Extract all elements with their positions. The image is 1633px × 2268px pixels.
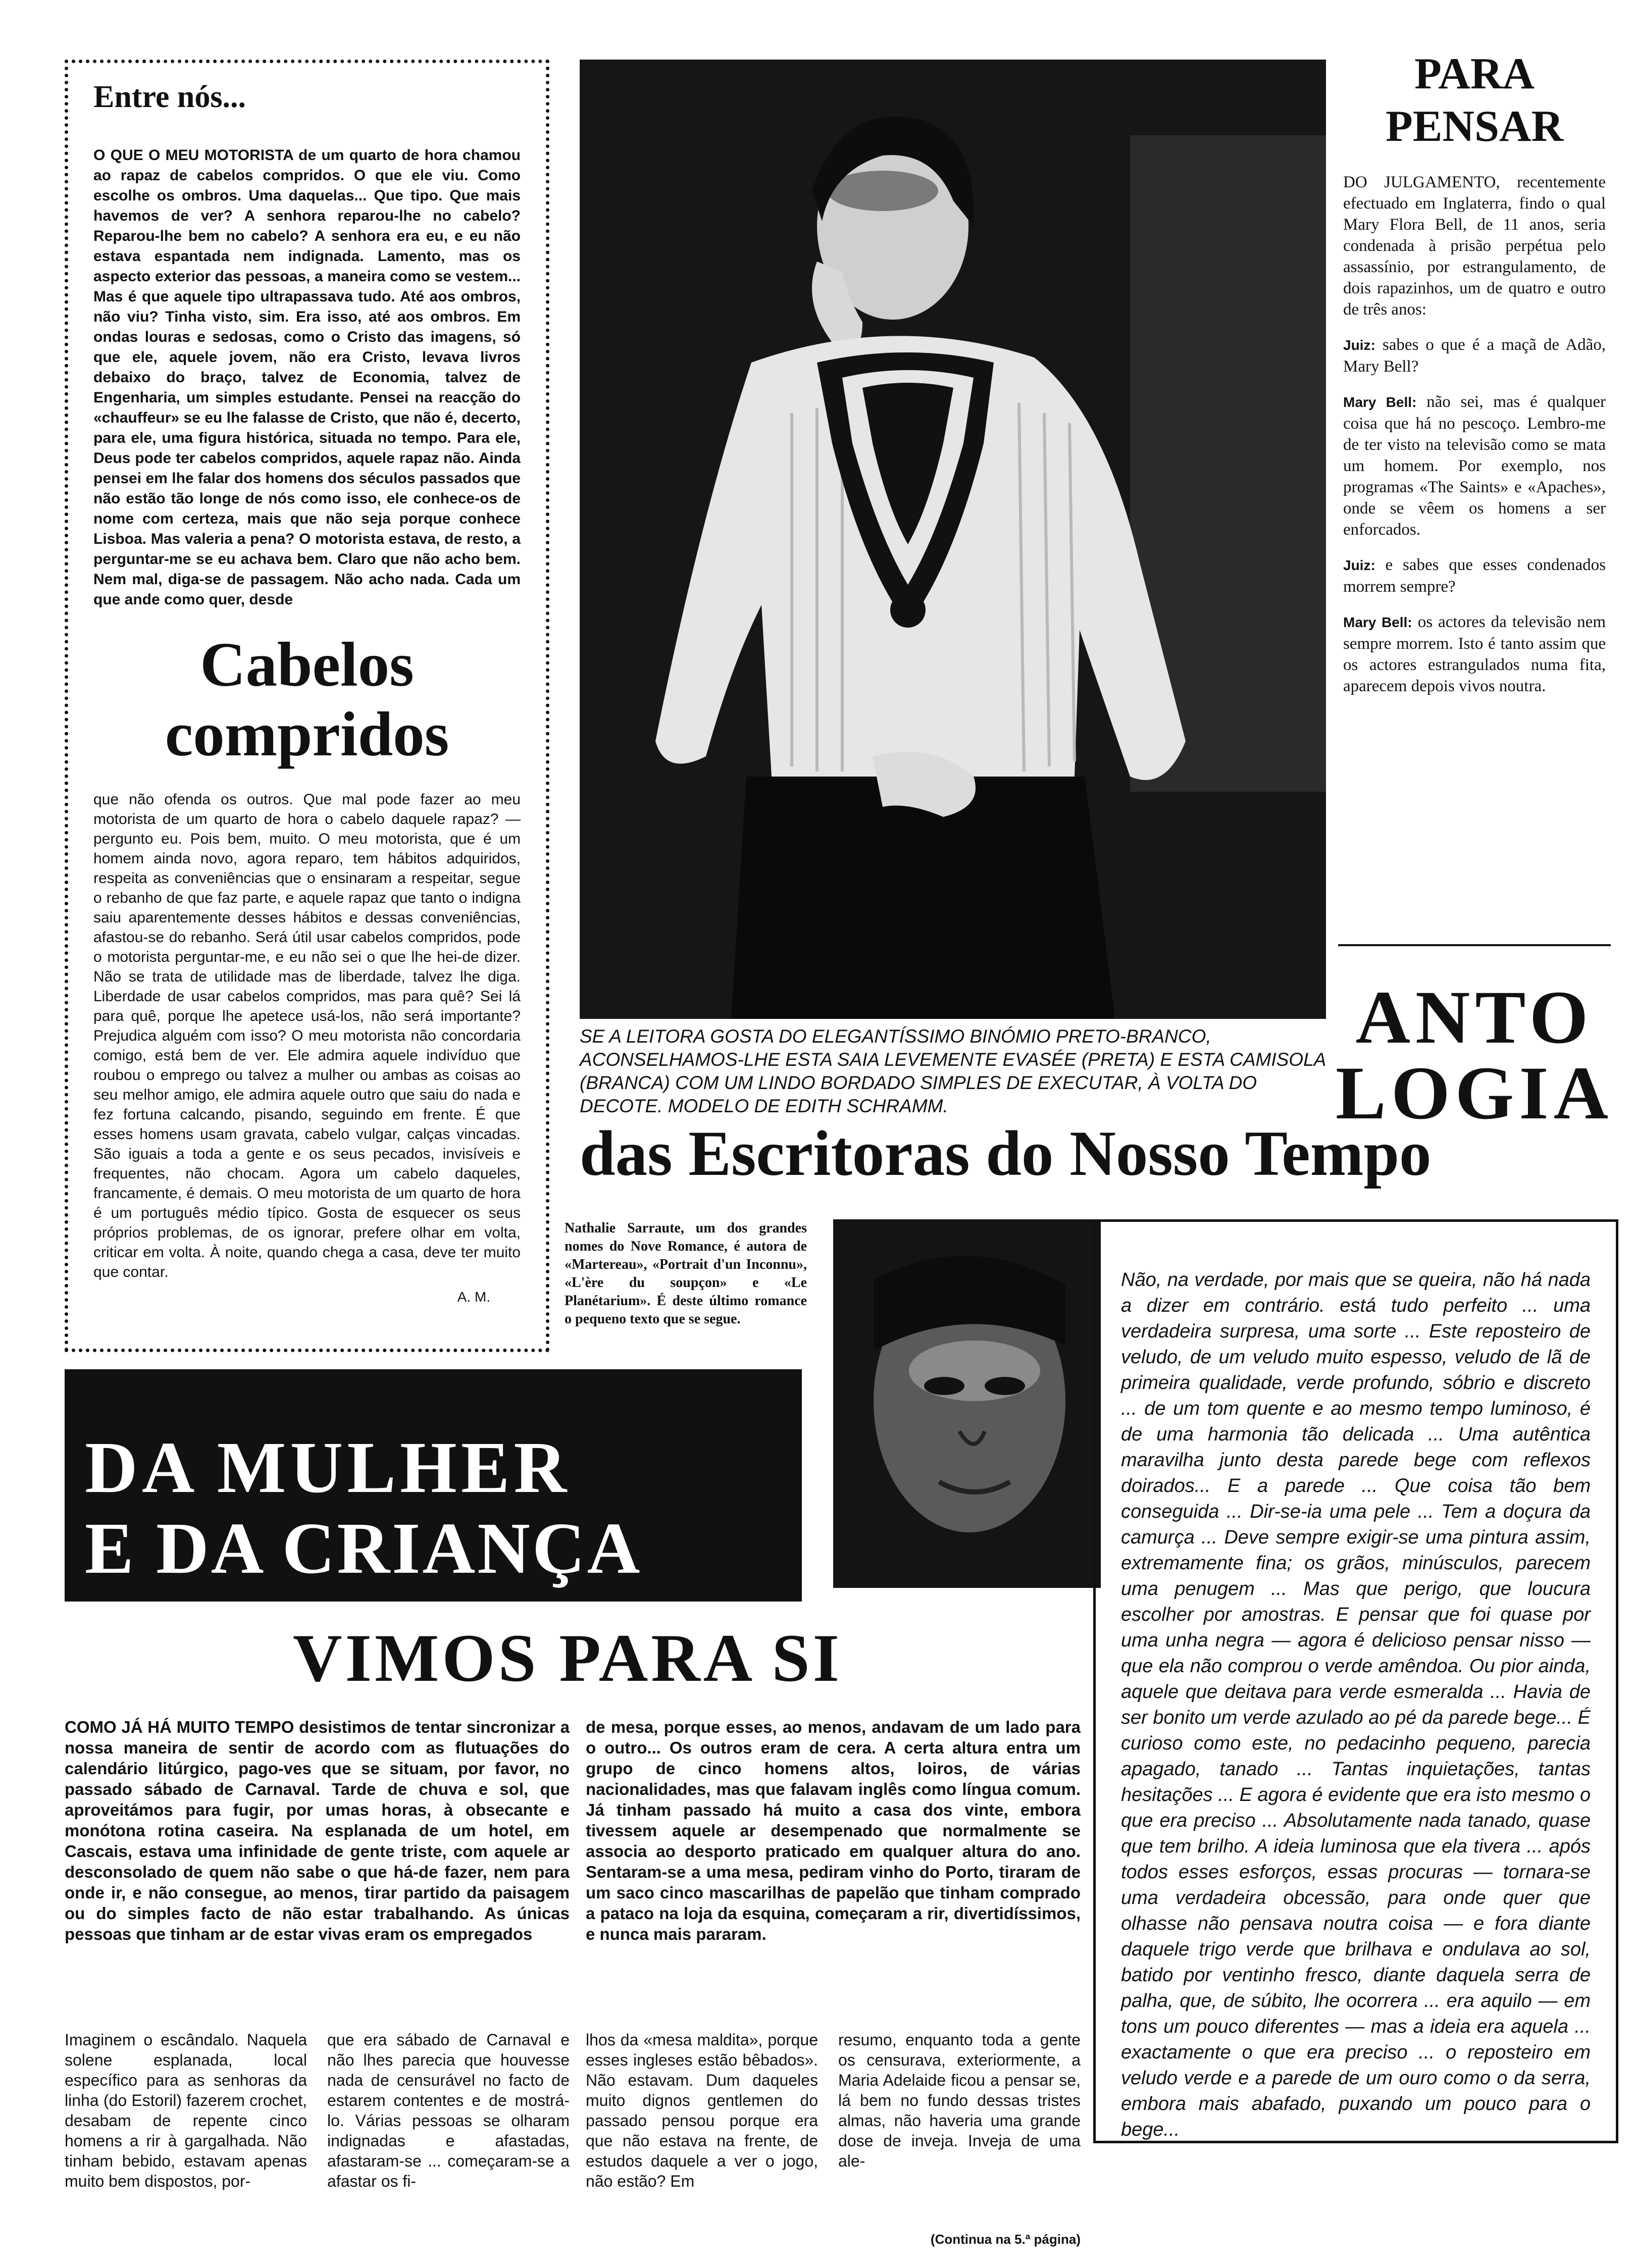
section-logo-banner xyxy=(65,1369,802,1602)
speaker-label: Juiz: xyxy=(1343,337,1375,353)
dialogue-text: os actores da televisão nem sempre morrem. Isto é tanto assim que os actores estrangulados numa fita, aparecem depois vivos noutra. xyxy=(1343,613,1606,695)
vimos-para-si-title: VIMOS PARA SI xyxy=(293,1621,843,1696)
fashion-photo-illustration xyxy=(580,60,1326,1019)
vimos-lower-column-3: lhos da «mesa maldita», porque esses ingleses estão bêbados». Não estavam. Dum daqueles muito dignos gentlemen do passado pensou porque era que não estava na frente, de estudos daquele a ver o jogo, não estão? Em xyxy=(586,2031,818,2190)
fashion-caption: SE A LEITORA GOSTA DO ELEGANTÍSSIMO BINÓMIO PRETO-BRANCO, ACONSELHAMOS-LHE ESTA SAIA LEVEMENTE EVASÉE (PRETA) E ESTA CAMISOLA (BRANCA) COM UM LINDO BORDADO SIMPLES DE EXECUTAR, À VOLTA DO DECOTE. MODELO DE EDITH SCHRAMM. xyxy=(580,1026,1325,1116)
entre-nos-box xyxy=(65,60,549,1352)
entre-nos-paragraph-2: que não ofenda os outros. Que mal pode fazer ao meu motorista de um quarto de hora o cabelo daquele rapaz? — pergunto eu. Pois bem, muito. O meu motorista, que é um homem ainda novo, agora reparo, tem hábitos adquiridos, respeita as conveniências que o ensinaram a respeitar, segue o rebanho de que faz parte, e aquele rapaz que tanto o indigna saiu aparentemente desses hábitos e dessas conveniências, afastou-se do rebanho. Será útil usar cabelos compridos, pode o motorista perguntar-me, e eu não sei o que lhe hei-de dizer. Não se trata de utilidade mas de liberdade, talvez lhe diga. Liberdade de usar cabelos compridos, mas para quê? Sei lá para quê, porque lhe apetece usá-los, não será importante? Prejudica alguém com isso? O meu motorista não concordaria comigo, está bem de ver. Ele admira aquele indivíduo que roubou o emprego ou talvez a mulher ou ambas as coisas ao seu melhor amigo, ele admira aquele outro que saiu do nada e fez fortuna calcando, pisando, seguindo em frente. É que esses homens usam gravata, cabelo vulgar, calças vincadas. São iguais a toda a gente e os seus pecados, invisíveis e frequentes, não chocam. Agora um cabelo daqueles, francamente, é demais. O meu motorista de um quarto de hora é um português médio típico. Gosta de esquecer os seus próprios problemas, de os ignorar, prefere olhar em volta, criticar em volta. À noite, quando chega a casa, deve ter muito que contar. xyxy=(93,791,521,1280)
column-divider xyxy=(1338,944,1611,946)
vimos-column-1-text: desistimos de tentar sincronizar a nossa maneira de sentir de acordo com as flutuações do calendário litúrgico, pago-ves que se situam, por favor, no passado sábado de Carnaval. Tarde de chuva e sol, que aproveitámos para fugir, por umas horas, à obsecante e monótona rotina caseira. Na esplanada de um hotel, em Cascais, estava uma infinidade de gente triste, com aquele ar desconsolado de quem não sabe o que há-de fazer, nem para onde ir, e não consegue, ao menos, tirar partido da paisagem ou do simples facto de não estar trabalhando. As únicas pessoas que tinham ar de estar vivas eram os empregados xyxy=(65,1718,570,1943)
dialogue-text: sabes o que é a maçã de Adão, Mary Bell? xyxy=(1343,336,1606,376)
antologia-title-line1: ANTO xyxy=(1355,975,1594,1059)
continua-note: (Continua na 5.ª página) xyxy=(930,2232,1081,2247)
para-pensar-body xyxy=(1343,172,1606,711)
entre-nos-signature: A. M. xyxy=(457,1289,490,1305)
para-pensar-title-line2: PENSAR xyxy=(1385,102,1564,151)
vimos-lower-column-2: que era sábado de Carnaval e não lhes parecia que houvesse nada de censurável no facto de estarem contentes e de mostrá-lo. Várias pessoas se olharam indignadas e afastadas, afastaram-se ... começaram-se a afastar os fi- xyxy=(327,2031,570,2190)
dialogue-line xyxy=(1343,334,1606,377)
entre-nos-title: Entre nós... xyxy=(93,80,246,114)
speaker-label: Mary Bell: xyxy=(1343,394,1417,410)
dialogue-line xyxy=(1343,391,1606,540)
sarraute-portrait xyxy=(833,1219,1101,1588)
speaker-label: Juiz: xyxy=(1343,557,1375,573)
sarraute-quote-box xyxy=(1093,1219,1618,2143)
entre-nos-paragraph-1: O QUE O MEU MOTORISTA de um quarto de hora chamou ao rapaz de cabelos compridos. O que ele viu. Como escolhe os ombros. Uma daquelas... Que tipo. Que mais havemos de ver? A senhora reparou-lhe no cabelo? Reparou-lhe bem no cabelo? A senhora era eu, e eu não estava espantada nem indignada. Lamento, mas os aspecto exterior das pessoas, a maneira como se vestem... Mas é que aquele tipo ultrapassava tudo. Até aos ombros, não viu? Tinha visto, sim. Era isso, até aos ombros. Em ondas louras e sedosas, como o Cristo das imagens, só que ele, aquele jovem, não era Cristo, levava livros debaixo do braço, talvez de Economia, talvez de Engenharia, um simples estudante. Pensei na reacção do «chauffeur» se eu lhe falasse de Cristo, que não é, decerto, para ele, uma figura histórica, situada no tempo. Para ele, Deus pode ter cabelos compridos, aquele rapaz não. Ainda pensei em lhe falar dos homens dos séculos passados que não estão tão longe de nós como isso, ele conhece-os de nome com certeza, mais que não seja porque conhece Lisboa. Mas valeria a pena? O motorista estava, de resto, a perguntar-me se eu achava bem. Claro que não acho bem. Nem mal, diga-se de passagem. Não acho nada. Cada um que ande como quer, desde xyxy=(93,147,521,608)
dialogue-line xyxy=(1343,611,1606,697)
sarraute-intro: Nathalie Sarraute, um dos grandes nomes do Nove Romance, é autora de «Martereau», «Portrait d'un Inconnu», «L'ère du soupçon» e «Le Planétarium». É deste último romance o pequeno texto que se segue. xyxy=(565,1220,807,1327)
dialogue-text: não sei, mas é qualquer coisa que há no pescoço. Lembro-me de ter visto na televisão como se mata um homem. Por exemplo, nos programas «The Saints» e «Apaches», onde se vêem os homens a ser enforcados. xyxy=(1343,393,1606,539)
speaker-label: Mary Bell: xyxy=(1343,614,1412,630)
fashion-photo xyxy=(580,60,1326,1019)
antologia-subtitle: das Escritoras do Nosso Tempo xyxy=(580,1118,1432,1189)
vimos-column-1 xyxy=(65,1717,570,1944)
section-logo-line2: E DA CRIANÇA xyxy=(85,1508,642,1589)
para-pensar-title-line1: PARA xyxy=(1414,49,1535,98)
dialogue-line xyxy=(1343,554,1606,597)
cabelos-compridos-headline: Cabelos compridos xyxy=(165,630,449,769)
vimos-lower-column-1: Imaginem o escândalo. Naquela solene esplanada, local específico para as senhoras da linha (do Estoril) fazerem crochet, desabam de repente cinco homens a rir à gargalhada. Não tinham bebido, estavam apenas muito bem dispostos, por- xyxy=(65,2031,307,2190)
vimos-lower-column-4: resumo, enquanto toda a gente os censurava, exteriormente, a Maria Adelaide ficou a pensar se, lá bem no fundo dessas tristes almas, não haveria uma grande dose de inveja. Inveja de uma ale- xyxy=(838,2031,1081,2170)
sarraute-quote-text: Não, na verdade, por mais que se queira, não há nada a dizer em contrário. está tudo perfeito ... uma verdadeira surpresa, uma sorte ... Este reposteiro de veludo, de um veludo muito espesso, veludo de lã de primeira qualidade, verde profundo, sóbrio e discreto ... de um tom quente e ao mesmo tempo luminoso, é de uma harmonia tão delicada ... Uma autêntica maravilha junto desta parede bege com reflexos doirados... E a parede ... Que coisa tão bem conseguida ... Dir-se-ia uma pele ... Tem a doçura da camurça ... Deve sempre exigir-se uma pintura assim, extremamente fina; os grãos, minúsculos, parecem uma penugem ... Mas que perigo, que loucura escolher por amostras. E pensar que foi quase por uma unha negra — agora é delicioso pensar nisso — que ela não comprou o verde amêndoa. Ou pior ainda, aquele que deitava para verde esmeralda ... Havia de ser bonito um verde azulado ao pé da parede bege... É curioso como este, no pedacinho pequeno, parecia apagado, tanado ... Tantas inquietações, tantas hesitações ... E agora é evidente que era isto mesmo o que era preciso ... Absolutamente nada tanado, quase que tem brilho. A ideia luminosa que ela tivera ... após todos esses esforços, essas procuras — tornara-se uma verdadeira obcessão, para onde quer que olhasse não pensava noutra coisa — e fora diante daquele trigo verde que brilhava e ondulava ao sol, batido por ventinho fresco, diante daquela serra de palha, que, de súbito, lhe ocorrera ... era aquilo — em tons um pouco diferentes — mas a ideia era aquela ... exactamente o que era preciso ... o reposteiro em veludo verde e a parede de um ouro como o da serra, embora mais abafado, puxando um pouco para o bege... xyxy=(1121,1269,1591,2140)
antologia-title-line2: LOGIA xyxy=(1335,1051,1614,1135)
para-pensar-title xyxy=(1333,48,1616,153)
portrait-illustration xyxy=(833,1219,1101,1588)
section-logo-line1: DA MULHER xyxy=(85,1427,571,1508)
antologia-title xyxy=(1333,975,1616,1135)
vimos-lead-caps: COMO JÁ HÁ MUITO TEMPO xyxy=(65,1718,294,1736)
para-pensar-intro: DO JULGAMENTO, recentemente efectuado em Inglaterra, findo o qual Mary Flora Bell, de 11 anos, seria condenada à prisão perpétua pelo assassínio, por estrangulamento, de dois rapazinhos, um de quatro e outro de três anos: xyxy=(1343,173,1606,319)
dialogue-text: e sabes que esses condenados morrem sempre? xyxy=(1343,556,1606,596)
vimos-column-2: de mesa, porque esses, ao menos, andavam de um lado para o outro... Os outros eram de cera. A certa altura entra um grupo de cinco homens altos, loiros, de várias nacionalidades, mas que falavam inglês como língua comum. Já tinham passado há muito a casa dos vinte, embora tivessem aquele ar desempenado que normalmente se associa ao desporto praticado em qualquer altura do ano. Sentaram-se a uma mesa, pediram vinho do Porto, tiraram de um saco cinco mascarilhas de papelão que tinham comprado a pataco na loja da esquina, começaram a rir, divertidíssimos, e nunca mais pararam. xyxy=(586,1718,1081,1943)
